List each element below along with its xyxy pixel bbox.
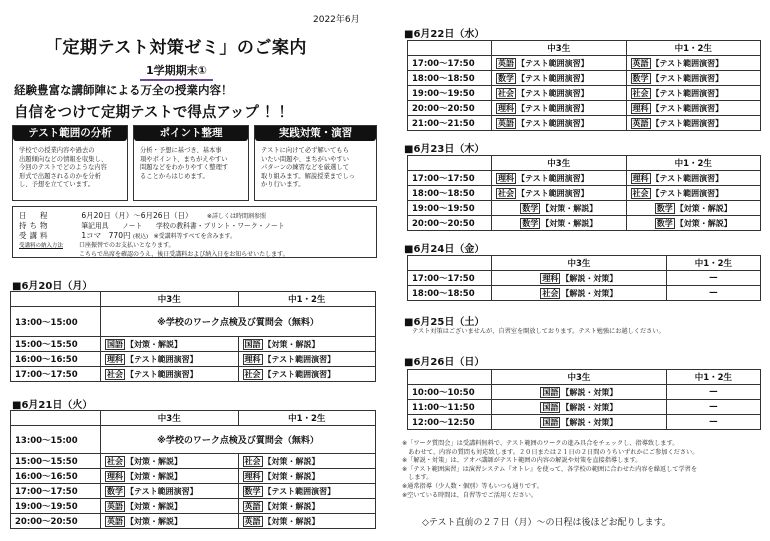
lesson-type: 【テスト範囲演習】 (126, 486, 198, 496)
lesson-type: 【テスト範囲演習】 (263, 369, 336, 379)
feature-line: テストに向けて必ず解いてもら (261, 147, 349, 154)
lesson-type: 【対策・解説】 (263, 501, 320, 511)
footnote-line: します。 (402, 474, 433, 482)
grade12-cell (238, 454, 376, 469)
lesson-type: 【解説・対策】 (561, 417, 618, 427)
time-header (408, 41, 492, 56)
subject-tag: 社会 (498, 188, 514, 198)
closing-note: ◇テスト直前の２７日（月）〜の日程は後ほどお配りします。 (422, 518, 671, 528)
info-box (12, 206, 377, 258)
subject-tag: 理科 (498, 103, 514, 113)
grade3-cell (492, 171, 627, 186)
grade12-cell (626, 171, 761, 186)
feature-line: 出題傾向などの情報を収集し、 (19, 155, 108, 163)
day-heading: ■6月20日（月） (12, 281, 93, 292)
schedule-table-0620 (10, 291, 376, 382)
time-cell: 19:00〜19:50 (408, 201, 492, 216)
grade12-cell (626, 216, 761, 231)
time-cell: 17:00〜17:50 (408, 271, 492, 286)
time-cell: 13:00〜15:00 (11, 307, 101, 337)
info-key: 日 程 (19, 211, 51, 220)
col-header-grade12: 中1・2生 (238, 411, 376, 426)
table-row (11, 514, 376, 529)
info-note: ※受講料等すべてを含みます。 (153, 233, 236, 240)
table-row (11, 307, 376, 337)
subject-tag: 社会 (244, 369, 261, 379)
time-cell: 12:00〜12:50 (408, 415, 492, 430)
subject-tag: 数学 (498, 73, 514, 83)
info-pay-line: 口座振替でのお支払いとなります。 (79, 242, 175, 249)
lesson-type: 【対策・解説】 (541, 203, 598, 213)
time-header (11, 292, 101, 307)
lesson-type: 【解説・対策】 (561, 402, 618, 412)
subject-tag: 数学 (656, 203, 673, 213)
feature-line: 問題などをわかりやすく整理す (140, 164, 229, 172)
subject-tag: 国語 (542, 417, 559, 427)
feature-line: し、予想を立てています。 (19, 181, 95, 189)
lesson-type: 【テスト範囲演習】 (517, 73, 589, 83)
grade12-cell (238, 499, 376, 514)
lesson-type: 【対策・解説】 (263, 471, 320, 481)
lesson-type: 【テスト範囲演習】 (651, 118, 724, 128)
grade12-cell (626, 56, 761, 71)
table-row (11, 337, 376, 352)
time-header (408, 156, 492, 171)
time-cell: 10:00〜10:50 (408, 385, 492, 400)
table-row (408, 101, 761, 116)
feature-box-practice (254, 125, 377, 201)
page-title: 「定期テスト対策ゼミ」のご案内 (45, 38, 307, 58)
lesson-type: 【対策・解説】 (263, 456, 320, 466)
subject-tag: 理科 (632, 103, 649, 113)
wide-cell: ※学校のワーク点検及び質問会（無料） (101, 426, 376, 454)
subject-tag: 国語 (542, 402, 559, 412)
grade3-cell (101, 514, 239, 529)
footnote-line: ※「テスト範囲演習」は演習システム『オトレ』を使って、各学校の範囲に合わせた内容を繰返して学習を (402, 465, 698, 473)
subject-tag: 社会 (632, 188, 649, 198)
footnote-line: ※通常指導（少人数・個別）等もいつも通りです。 (402, 482, 543, 490)
time-cell: 15:00〜15:50 (11, 337, 101, 352)
lesson-type: 【テスト範囲演習】 (263, 354, 336, 364)
subject-tag: 社会 (244, 456, 261, 466)
grade3-cell (492, 415, 667, 430)
lesson-type: 【テスト範囲演習】 (651, 173, 724, 183)
schedule-table-0622 (407, 40, 761, 131)
table-row (11, 367, 376, 382)
grade12-cell: — (666, 271, 760, 286)
day-heading: ■6月26日（日） (404, 357, 485, 368)
feature-body (255, 141, 376, 193)
feature-body (13, 141, 127, 193)
feature-body (134, 141, 248, 184)
lesson-type: 【テスト範囲演習】 (126, 369, 198, 379)
subject-tag: 社会 (498, 88, 514, 98)
feature-line: かり行います。 (261, 181, 305, 189)
table-row (408, 186, 761, 201)
day-heading: ■6月23日（木） (404, 144, 485, 155)
grade3-cell (101, 469, 239, 484)
issue-date: 2022年6月 (313, 15, 360, 25)
info-key: 持ち物 (19, 221, 51, 230)
lesson-type: 【対策・解説】 (126, 339, 182, 349)
grade3-cell (492, 400, 667, 415)
subject-tag: 英語 (244, 501, 261, 511)
col-header-grade3: 中3生 (101, 292, 239, 307)
time-cell: 17:00〜17:50 (408, 56, 492, 71)
day-note: テスト対策はございませんが、自習室を開放しております。テスト勉強にお越しください。 (412, 328, 665, 335)
table-header-row (408, 370, 761, 385)
lesson-type: 【テスト範囲演習】 (651, 103, 724, 113)
grade3-cell (101, 367, 239, 382)
subject-tag: 英語 (632, 118, 649, 128)
table-row (11, 484, 376, 499)
lesson-type: 【対策・解説】 (675, 218, 732, 228)
grade3-cell (101, 337, 239, 352)
table-row (11, 426, 376, 454)
grade3-cell (492, 216, 627, 231)
time-header (11, 411, 101, 426)
lesson-type: 【テスト範囲演習】 (517, 58, 589, 68)
subject-tag: 国語 (542, 387, 559, 397)
time-cell: 17:00〜17:50 (11, 484, 101, 499)
time-cell: 18:00〜18:50 (408, 186, 492, 201)
time-cell: 19:00〜19:50 (11, 499, 101, 514)
grade12-cell (626, 186, 761, 201)
subject-tag: 数学 (244, 486, 261, 496)
time-cell: 13:00〜15:00 (11, 426, 101, 454)
page-subtitle: 1学期期末① (140, 62, 213, 81)
lesson-type: 【対策・解説】 (675, 203, 732, 213)
col-header-grade12: 中1・2生 (626, 156, 761, 171)
lesson-type: 【解説・対策】 (561, 288, 618, 298)
grade3-cell (492, 101, 627, 116)
lesson-type: 【対策・解説】 (263, 516, 320, 526)
time-cell: 18:00〜18:50 (408, 71, 492, 86)
grade3-cell (492, 286, 667, 301)
feature-line: 学校での授業内容や過去の (19, 147, 95, 154)
subject-tag: 理科 (498, 173, 514, 183)
lesson-type: 【対策・解説】 (263, 339, 320, 349)
col-header-grade12: 中1・2生 (666, 370, 760, 385)
info-pay-line: こちらで出席を確認のうえ、後日受講料および納入日をお知らせいたします。 (79, 251, 289, 258)
grade3-cell (101, 499, 239, 514)
subject-tag: 数学 (632, 73, 649, 83)
time-cell: 16:00〜16:50 (11, 469, 101, 484)
time-header (408, 256, 492, 271)
subject-tag: 数学 (522, 203, 539, 213)
col-header-grade12: 中1・2生 (238, 292, 376, 307)
table-row (408, 415, 761, 430)
footnote-line: ※「解説・対策」は、アオバ講師がテスト範囲の内容の解説や対策を直接指導します。 (402, 457, 642, 465)
day-heading: ■6月24日（金） (404, 244, 485, 255)
schedule-table-0624 (407, 255, 761, 301)
grade12-cell (238, 484, 376, 499)
table-row (408, 56, 761, 71)
grade3-cell (492, 116, 627, 131)
feature-line: 今回のテストでどのような内容 (19, 164, 107, 172)
subject-tag: 理科 (244, 471, 261, 481)
grade12-cell (626, 101, 761, 116)
grade3-cell (492, 86, 627, 101)
feature-line: いたい問題や、まちがいやすい (261, 155, 350, 163)
info-value: 筆記用具 ノート 学校の教科書・プリント・ワーク・ノート (81, 222, 285, 230)
table-row (408, 116, 761, 131)
lesson-type: 【対策・解説】 (541, 218, 598, 228)
lesson-type: 【テスト範囲演習】 (651, 88, 724, 98)
feature-line: 取り組みます。解説授業までしっ (261, 172, 355, 180)
table-header-row (408, 256, 761, 271)
time-cell: 18:00〜18:50 (408, 286, 492, 301)
grade12-cell (626, 71, 761, 86)
table-header-row (408, 156, 761, 171)
table-row (408, 385, 761, 400)
feature-title: テスト範囲の分析 (13, 126, 127, 141)
info-pay-key: 受講料の納入方法 (19, 243, 64, 249)
time-cell: 16:00〜16:50 (11, 352, 101, 367)
subject-tag: 社会 (107, 369, 123, 379)
table-row (11, 454, 376, 469)
time-cell: 17:00〜17:50 (11, 367, 101, 382)
table-row (408, 171, 761, 186)
day-heading: ■6月21日（火） (12, 400, 93, 411)
table-header-row (408, 41, 761, 56)
grade3-cell (492, 385, 667, 400)
grade12-cell (238, 469, 376, 484)
table-row (408, 71, 761, 86)
schedule-table-0626 (407, 369, 761, 430)
footnote-line: あわせて、内容の質問も対応致します。２０日または２１日の２日間のうちいずれかにご参加ください。 (402, 448, 699, 456)
grade12-cell: — (666, 286, 760, 301)
lead-line-1: 経験豊富な講師陣による万全の授業内容！ (14, 83, 233, 97)
feature-title: ポイント整理 (134, 126, 248, 141)
table-header-row (11, 411, 376, 426)
table-row (408, 400, 761, 415)
grade12-cell (626, 201, 761, 216)
col-header-grade3: 中3生 (492, 156, 627, 171)
time-cell: 21:00〜21:50 (408, 116, 492, 131)
table-row (408, 86, 761, 101)
col-header-grade12: 中1・2生 (626, 41, 761, 56)
grade3-cell (101, 454, 239, 469)
feature-line: パターンの練習などを厳選して (261, 164, 350, 172)
info-key: 受講料 (19, 231, 51, 240)
info-value: 1コマ 770円 (81, 231, 131, 240)
grade12-cell: — (666, 400, 760, 415)
time-cell: 11:00〜11:50 (408, 400, 492, 415)
grade12-cell (626, 116, 761, 131)
lead-line-2: 自信をつけて定期テストで得点アップ ！！ (14, 105, 293, 121)
subject-tag: 理科 (107, 354, 123, 364)
lesson-type: 【解説・対策】 (561, 273, 618, 283)
feature-box-points (133, 125, 249, 201)
subject-tag: 英語 (107, 516, 123, 526)
info-note: ※詳しくは時間割参照 (206, 213, 266, 220)
table-row (11, 469, 376, 484)
table-header-row (11, 292, 376, 307)
table-row (11, 499, 376, 514)
table-row (408, 201, 761, 216)
subject-tag: 社会 (107, 456, 123, 466)
lesson-type: 【テスト範囲演習】 (517, 188, 589, 198)
time-header (408, 370, 492, 385)
subject-tag: 英語 (107, 501, 123, 511)
time-cell: 15:00〜15:50 (11, 454, 101, 469)
lesson-type: 【対策・解説】 (126, 501, 182, 511)
subject-tag: 国語 (107, 339, 123, 349)
subject-tag: 英語 (632, 58, 649, 68)
lesson-type: 【対策・解説】 (126, 456, 182, 466)
grade12-cell: — (666, 385, 760, 400)
lesson-type: 【テスト範囲演習】 (126, 354, 198, 364)
lesson-type: 【テスト範囲演習】 (517, 118, 589, 128)
grade12-cell (238, 337, 376, 352)
grade12-cell (238, 352, 376, 367)
lesson-type: 【対策・解説】 (126, 516, 182, 526)
schedule-table-0621 (10, 410, 376, 529)
col-header-grade3: 中3生 (101, 411, 239, 426)
subject-tag: 社会 (542, 288, 559, 298)
subject-tag: 英語 (498, 58, 514, 68)
time-cell: 20:00〜20:50 (408, 101, 492, 116)
grade3-cell (492, 201, 627, 216)
subject-tag: 英語 (244, 516, 261, 526)
grade3-cell (492, 271, 667, 286)
table-row (408, 286, 761, 301)
lesson-type: 【対策・解説】 (126, 471, 182, 481)
subject-tag: 数学 (656, 218, 673, 228)
subject-tag: 社会 (632, 88, 649, 98)
subject-tag: 数学 (522, 218, 539, 228)
subject-tag: 理科 (244, 354, 261, 364)
subject-tag: 英語 (498, 118, 514, 128)
day-heading: ■6月22日（水） (404, 29, 485, 40)
time-cell: 17:00〜17:50 (408, 171, 492, 186)
feature-line: 分析・予想に基づき、基本事 (140, 147, 222, 154)
footnotes (402, 440, 698, 500)
lesson-type: 【テスト範囲演習】 (517, 88, 589, 98)
lesson-type: 【テスト範囲演習】 (651, 58, 724, 68)
subject-tag: 国語 (244, 339, 261, 349)
time-cell: 20:00〜20:50 (408, 216, 492, 231)
info-value: 6月20日（月）〜6月26日（日） (81, 211, 193, 220)
table-row (408, 271, 761, 286)
day-heading: ■6月25日（土） (404, 317, 485, 328)
feature-line: 項やポイント、まちがえやすい (140, 155, 228, 163)
col-header-grade12: 中1・2生 (666, 256, 760, 271)
subject-tag: 理科 (107, 471, 123, 481)
subject-tag: 数学 (107, 486, 123, 496)
grade3-cell (101, 352, 239, 367)
lesson-type: 【テスト範囲演習】 (517, 103, 589, 113)
schedule-table-0623 (407, 155, 761, 231)
grade12-cell: — (666, 415, 760, 430)
feature-box-analysis (12, 125, 128, 201)
time-cell: 20:00〜20:50 (11, 514, 101, 529)
feature-title: 実践対策・演習 (255, 126, 376, 141)
info-tax: (税込) (132, 234, 149, 240)
subject-tag: 理科 (542, 273, 559, 283)
lesson-type: 【テスト範囲演習】 (263, 486, 336, 496)
col-header-grade3: 中3生 (492, 256, 667, 271)
feature-line: ることからはじめます。 (140, 172, 209, 180)
col-header-grade3: 中3生 (492, 370, 667, 385)
grade3-cell (492, 186, 627, 201)
grade12-cell (238, 367, 376, 382)
footnote-line: ※「ワーク質問会」は受講料無料で、テスト範囲のワークの進み具合をチェックし、指導致します。 (402, 440, 679, 447)
grade3-cell (492, 71, 627, 86)
grade3-cell (492, 56, 627, 71)
table-row (408, 216, 761, 231)
time-cell: 19:00〜19:50 (408, 86, 492, 101)
footnote-line: ※空いている時間は、自習等でご活用ください。 (402, 491, 538, 499)
feature-line: 形式で出題されるのかを分析 (19, 172, 101, 180)
lesson-type: 【解説・対策】 (561, 387, 618, 397)
subject-tag: 理科 (632, 173, 649, 183)
lesson-type: 【テスト範囲演習】 (651, 188, 724, 198)
grade12-cell (238, 514, 376, 529)
lesson-type: 【テスト範囲演習】 (651, 73, 724, 83)
col-header-grade3: 中3生 (492, 41, 627, 56)
grade3-cell (101, 484, 239, 499)
table-row (11, 352, 376, 367)
grade12-cell (626, 86, 761, 101)
lesson-type: 【テスト範囲演習】 (517, 173, 589, 183)
wide-cell: ※学校のワーク点検及び質問会（無料） (101, 307, 376, 337)
